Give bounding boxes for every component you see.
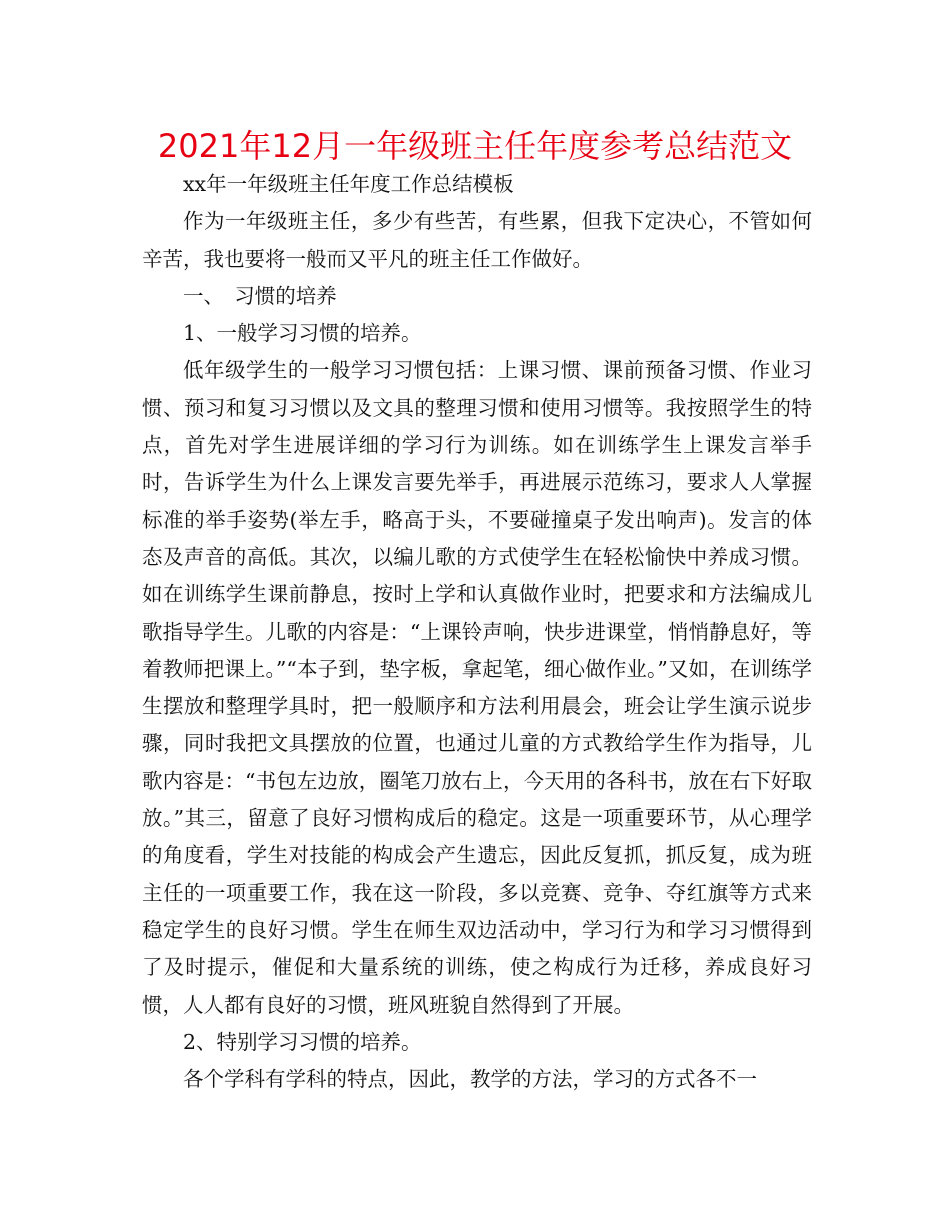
body-paragraph-special-habits: 各个学科有学科的特点，因此，教学的方法，学习的方式各不一 <box>183 1067 757 1092</box>
document-body <box>142 166 812 1098</box>
subsection-heading-general-habits: 1、一般学习习惯的培养。 <box>183 321 422 346</box>
subsection-heading-special-habits: 2、特别学习习惯的培养。 <box>183 1029 422 1054</box>
section-heading-habits: 一、 习惯的培养 <box>183 283 337 308</box>
body-paragraph-general-habits: 低年级学生的一般学习习惯包括：上课习惯、课前预备习惯、作业习惯、预习和复习习惯以及文具的整理习惯和使用习惯等。我按照学生的特点，首先对学生进展详细的学习行为训练。如在训练学生上课发言举手时，告诉学生为什么上课发言要先举手，再进展示范练习，要求人人掌握标准的举手姿势(举左手，略高于头，不要碰撞桌子发出响声)。发言的体态及声音的高低。其次，以编儿歌的方式使学生在轻松愉快中养成习惯。如在训练学生课前静息，按时上学和认真做作业时，把要求和方法编成儿歌指导学生。儿歌的内容是：“上课铃声响，快步进课堂，悄悄静息好，等着教师把课上。”“本子到，垫字板，拿起笔，细心做作业。”又如，在训练学生摆放和整理学具时，把一般顺序和方法利用晨会，班会让学生演示说步骤，同时我把文具摆放的位置，也通过儿童的方式教给学生作为指导，儿歌内容是：“书包左边放，圈笔刀放右上，今天用的各科书，放在右下好取放。”其三，留意了良好习惯构成后的稳定。这是一项重要环节，从心理学的角度看，学生对技能的构成会产生遗忘，因此反复抓，抓反复，成为班主任的一项重要工作，我在这一阶段，多以竞赛、竞争、夺红旗等方式来稳定学生的良好习惯。学生在师生双边活动中，学习行为和学习习惯得到了及时提示，催促和大量系统的训练，使之构成行为迁移，养成良好习惯，人人都有良好的习惯，班风班貌自然得到了开展。 <box>142 358 812 1017</box>
subtitle-paragraph: xx年一年级班主任年度工作总结模板 <box>183 172 514 196</box>
intro-paragraph: 作为一年级班主任，多少有些苦，有些累，但我下定决心，不管如何辛苦，我也要将一般而又平凡的班主任工作做好。 <box>142 209 812 271</box>
document-title: 2021年12月一年级班主任年度参考总结范文 <box>157 127 793 165</box>
